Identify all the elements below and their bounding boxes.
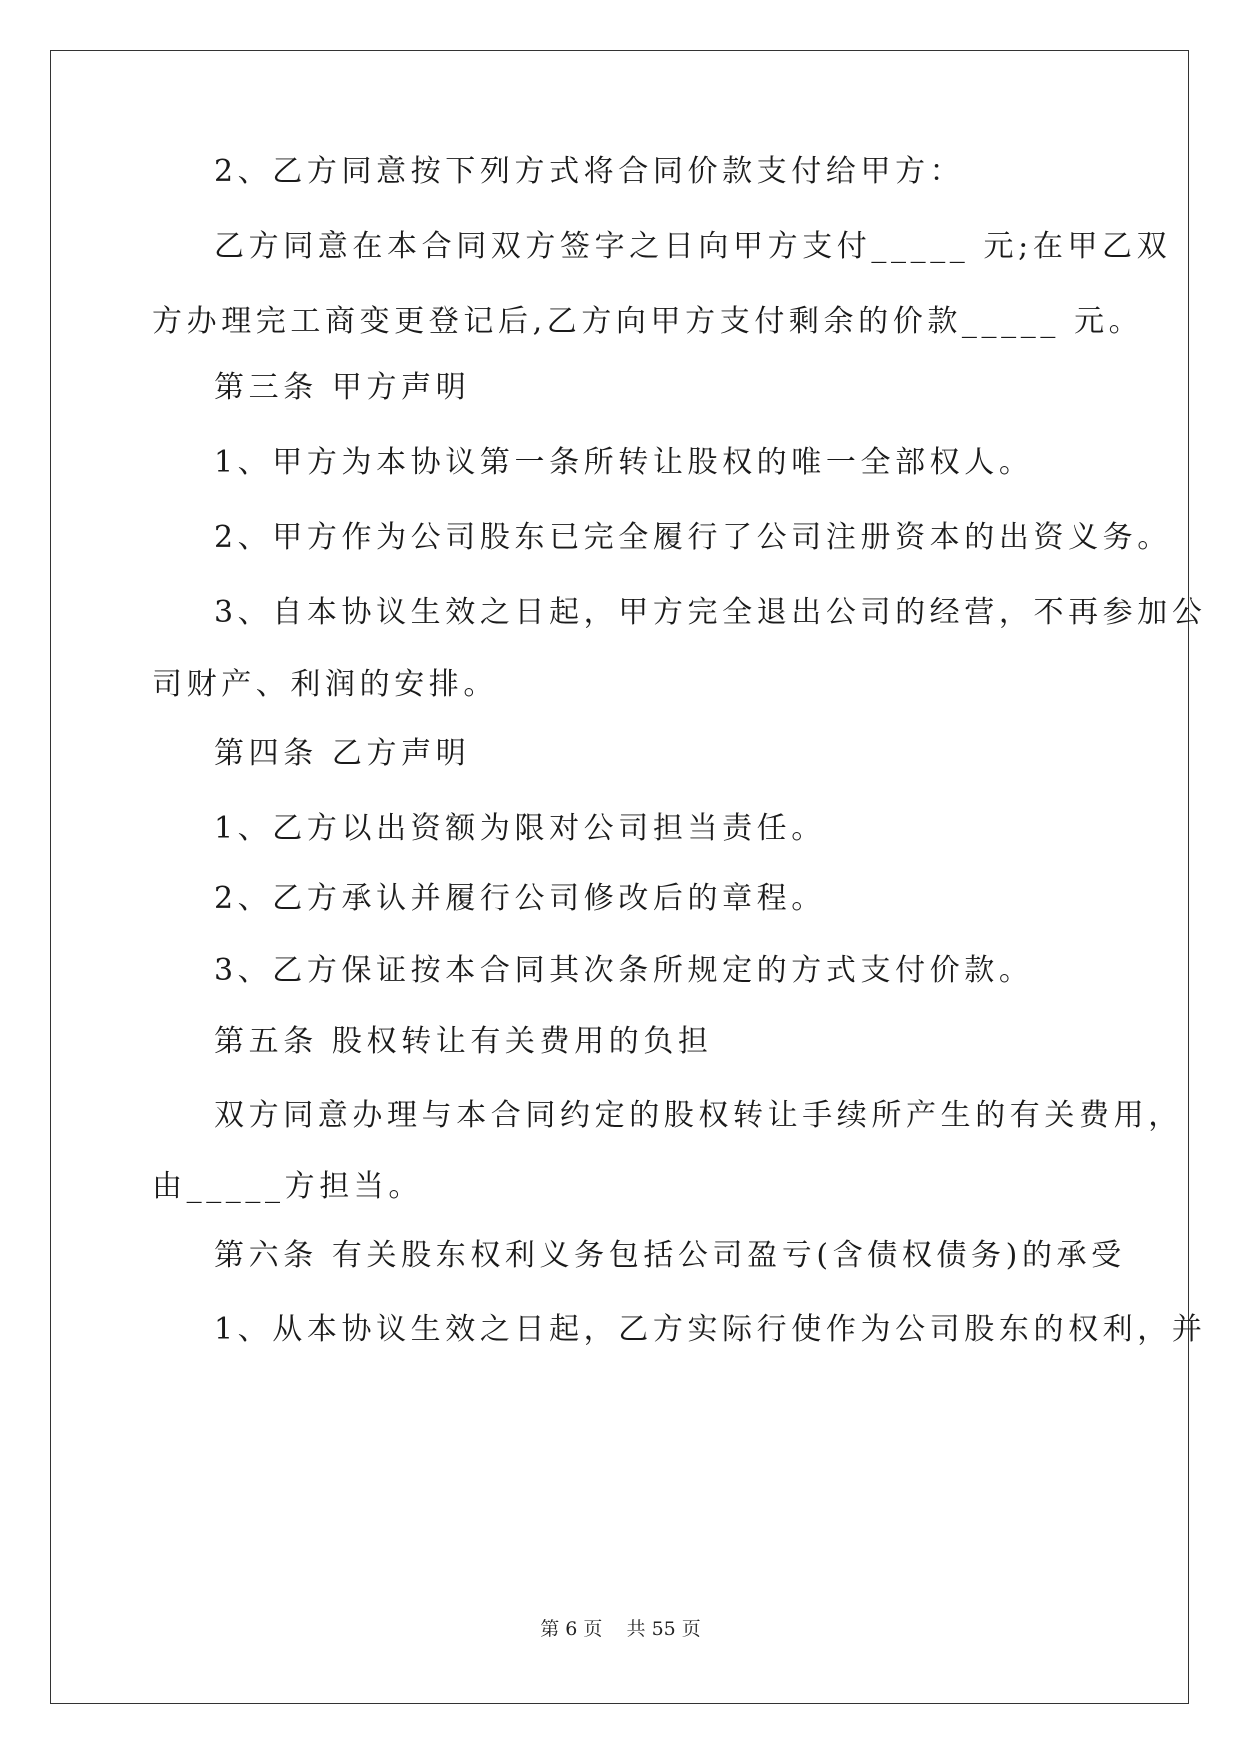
- heading-article-5: 第五条 股权转让有关费用的负担: [214, 1024, 713, 1059]
- paragraph-payment-first-cont: 方办理完工商变更登记后,乙方向甲方支付剩余的价款_____ 元。: [152, 304, 1144, 339]
- paragraph-payment-first: 乙方同意在本合同双方签字之日向甲方支付_____ 元;在甲乙双: [214, 229, 1172, 264]
- paragraph-5-1: 双方同意办理与本合同约定的股权转让手续所产生的有关费用，: [214, 1098, 1183, 1133]
- paragraph-4-1: 1、乙方以出资额为限对公司担当责任。: [214, 811, 826, 846]
- paragraph-3-1: 1、甲方为本协议第一条所转让股权的唯一全部权人。: [214, 445, 1034, 480]
- paragraph-payment-method: 2、乙方同意按下列方式将合同价款支付给甲方：: [214, 154, 965, 189]
- heading-article-6: 第六条 有关股东权利义务包括公司盈亏(含债权债务)的承受: [214, 1238, 1126, 1273]
- page-border: [50, 50, 1189, 1704]
- page-number: 第 6 页: [540, 1618, 603, 1640]
- heading-article-4: 第四条 乙方声明: [214, 736, 471, 771]
- paragraph-4-3: 3、乙方保证按本合同其次条所规定的方式支付价款。: [214, 953, 1034, 988]
- page-total: 共 55 页: [626, 1618, 701, 1640]
- page-footer: [0, 1617, 1241, 1641]
- paragraph-3-3-cont: 司财产、利润的安排。: [152, 667, 498, 702]
- paragraph-3-2: 2、甲方作为公司股东已完全履行了公司注册资本的出资义务。: [214, 520, 1172, 555]
- paragraph-5-1-cont: 由_____方担当。: [152, 1169, 423, 1204]
- paragraph-6-1: 1、从本协议生效之日起，乙方实际行使作为公司股东的权利，并: [214, 1312, 1207, 1347]
- paragraph-3-3: 3、自本协议生效之日起，甲方完全退出公司的经营，不再参加公: [214, 595, 1207, 630]
- heading-article-3: 第三条 甲方声明: [214, 370, 471, 405]
- paragraph-4-2: 2、乙方承认并履行公司修改后的章程。: [214, 881, 826, 916]
